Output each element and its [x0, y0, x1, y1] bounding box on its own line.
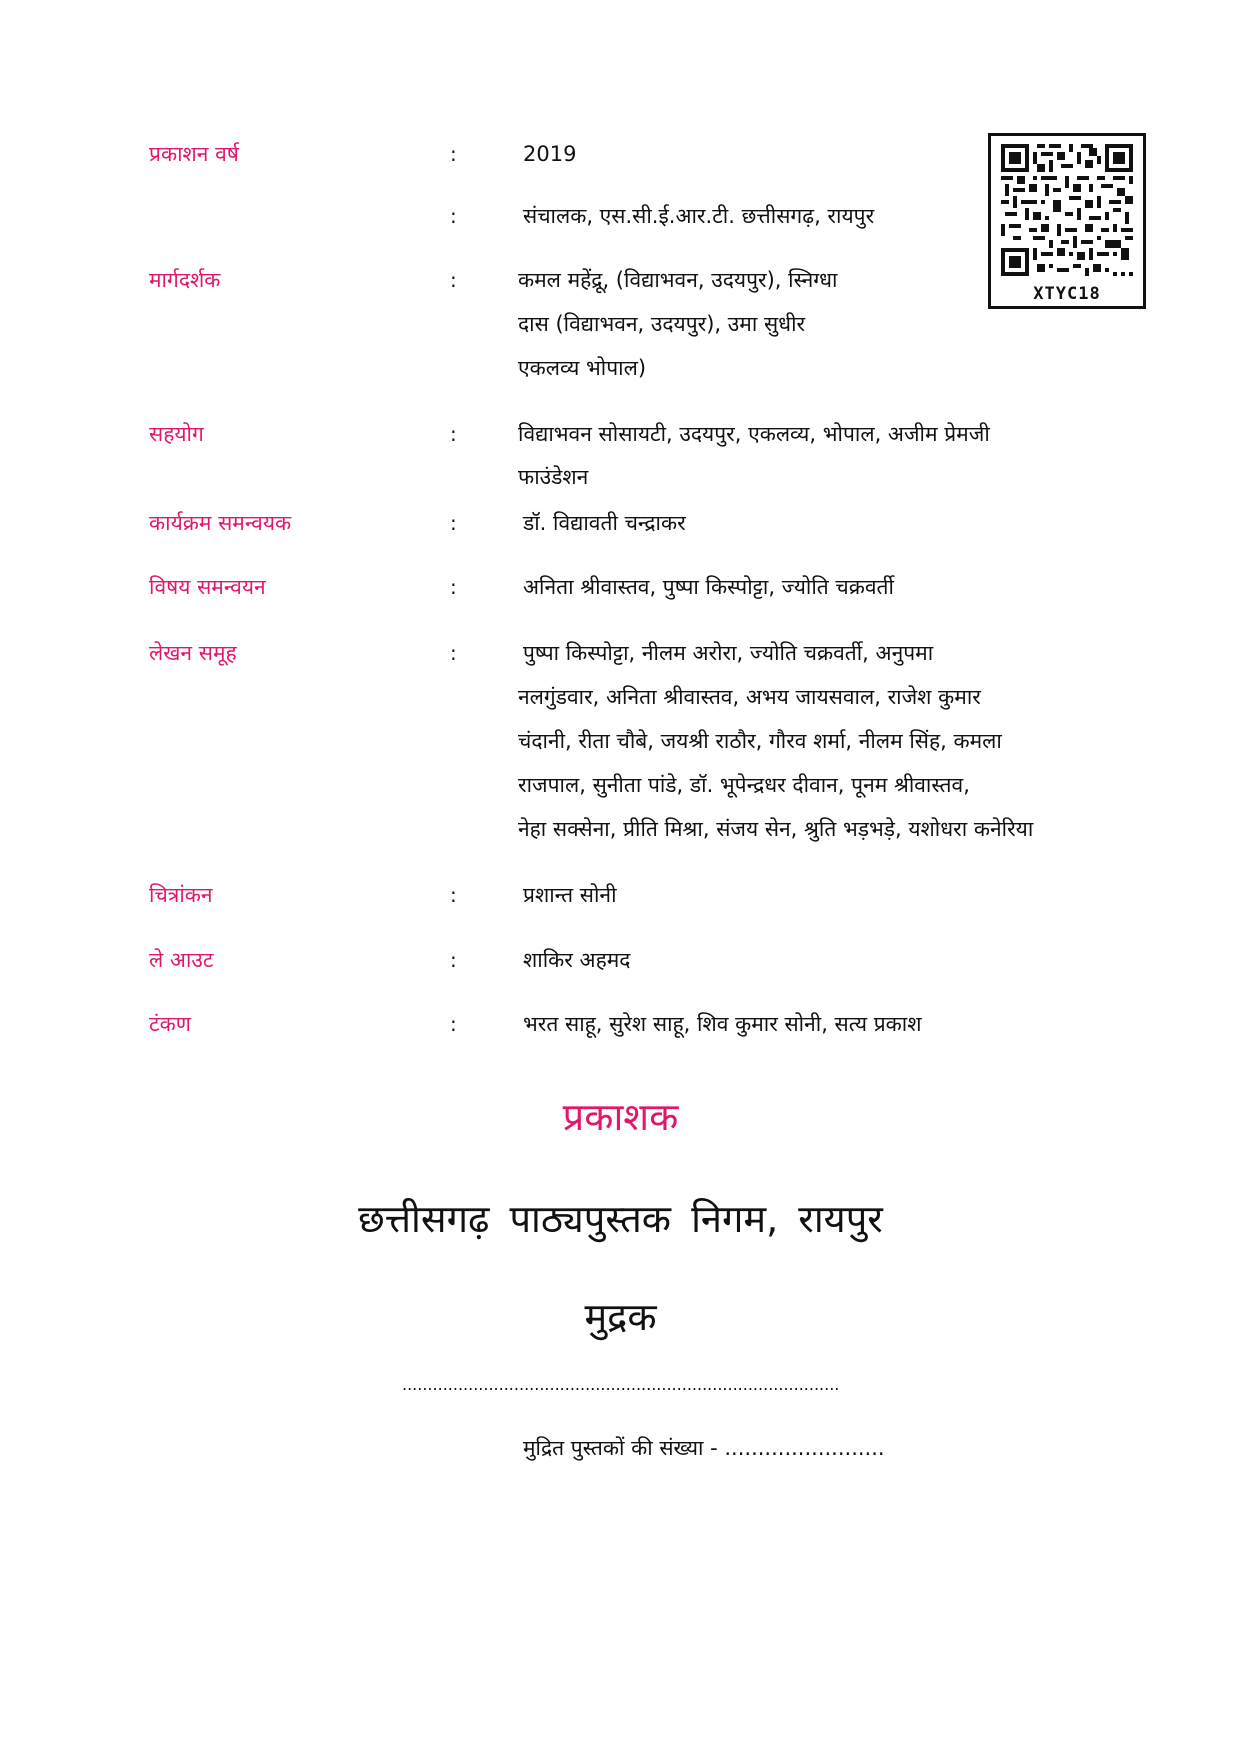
credit-value: डॉ. विद्यावती चन्द्राकर	[523, 511, 686, 535]
credit-row-illustration	[0, 885, 1241, 925]
credit-value: शाकिर अहमद	[523, 948, 631, 972]
credit-row-subject-coordination	[0, 577, 1241, 617]
credit-row-cooperation	[0, 422, 1241, 489]
credit-value: अनिता श्रीवास्तव, पुष्पा किस्पोट्टा, ज्योति चक्रवर्ती	[523, 575, 894, 599]
credit-label: चित्रांकन	[149, 883, 213, 907]
credit-value-line: विद्याभवन सोसायटी, उदयपुर, एकलव्य, भोपाल, अजीम प्रेमजी	[518, 422, 990, 446]
printed-copies-count: मुद्रित पुस्तकों की संख्या - ........................	[523, 1436, 885, 1460]
credit-value: 2019	[523, 142, 577, 166]
credit-label: सहयोग	[149, 422, 204, 446]
credit-label: प्रकाशन वर्ष	[149, 142, 239, 166]
credit-value-line: दास (विद्याभवन, उदयपुर), उमा सुधीर	[518, 312, 806, 336]
credit-label: टंकण	[149, 1012, 191, 1036]
printer-blank-line: ......................................................................................	[402, 1375, 840, 1394]
credit-value-line: एकलव्य भोपाल)	[518, 356, 647, 380]
separator: :	[450, 948, 457, 972]
separator: :	[450, 883, 457, 907]
separator: :	[450, 641, 457, 665]
separator: :	[450, 422, 457, 446]
separator: :	[450, 1012, 457, 1036]
credit-row-writing-group	[0, 641, 1241, 841]
qr-code-icon	[1001, 144, 1133, 276]
credit-label: मार्गदर्शक	[149, 268, 221, 292]
credit-label: कार्यक्रम समन्वयक	[149, 511, 292, 535]
credit-value-line: पुष्पा किस्पोट्टा, नीलम अरोरा, ज्योति चक्रवर्ती, अनुपमा	[523, 641, 934, 665]
credit-value-line: नेहा सक्सेना, प्रीति मिश्रा, संजय सेन, श्रुति भड़भड़े, यशोधरा कनेरिया	[518, 817, 1034, 841]
credit-value-line: राजपाल, सुनीता पांडे, डॉ. भूपेन्द्रधर दीवान, पूनम श्रीवास्तव,	[518, 773, 970, 797]
credit-row-typing	[0, 1014, 1241, 1054]
credit-row-program-coordinator	[0, 513, 1241, 553]
credit-label: विषय समन्वयन	[149, 575, 266, 599]
separator: :	[450, 268, 457, 292]
separator: :	[450, 575, 457, 599]
credit-value: भरत साहू, सुरेश साहू, शिव कुमार सोनी, सत्य प्रकाश	[523, 1012, 922, 1036]
credit-value-line: चंदानी, रीता चौबे, जयश्री राठौर, गौरव शर्मा, नीलम सिंह, कमला	[518, 729, 1002, 753]
qr-code-label: XTYC18	[1033, 284, 1101, 304]
separator: :	[450, 142, 457, 166]
printer-heading: मुद्रक	[584, 1295, 657, 1339]
credit-label: ले आउट	[149, 948, 214, 972]
publisher-name: छत्तीसगढ़ पाठ्यपुस्तक निगम, रायपुर	[358, 1197, 883, 1241]
credit-label: लेखन समूह	[149, 641, 237, 665]
separator: :	[450, 204, 457, 228]
credit-value: प्रशान्त सोनी	[523, 883, 617, 907]
credit-value-line: नलगुंडवार, अनिता श्रीवास्तव, अभय जायसवाल, राजेश कुमार	[518, 685, 981, 709]
credit-row-layout	[0, 950, 1241, 990]
qr-code	[988, 133, 1146, 309]
separator: :	[450, 511, 457, 535]
publisher-heading: प्रकाशक	[562, 1095, 679, 1139]
credit-value-line: फाउंडेशन	[518, 465, 589, 489]
credit-value: संचालक, एस.सी.ई.आर.टी. छत्तीसगढ़, रायपुर	[523, 204, 875, 228]
credit-value-line: कमल महेंद्रू, (विद्याभवन, उदयपुर), स्निग्धा	[518, 268, 838, 292]
